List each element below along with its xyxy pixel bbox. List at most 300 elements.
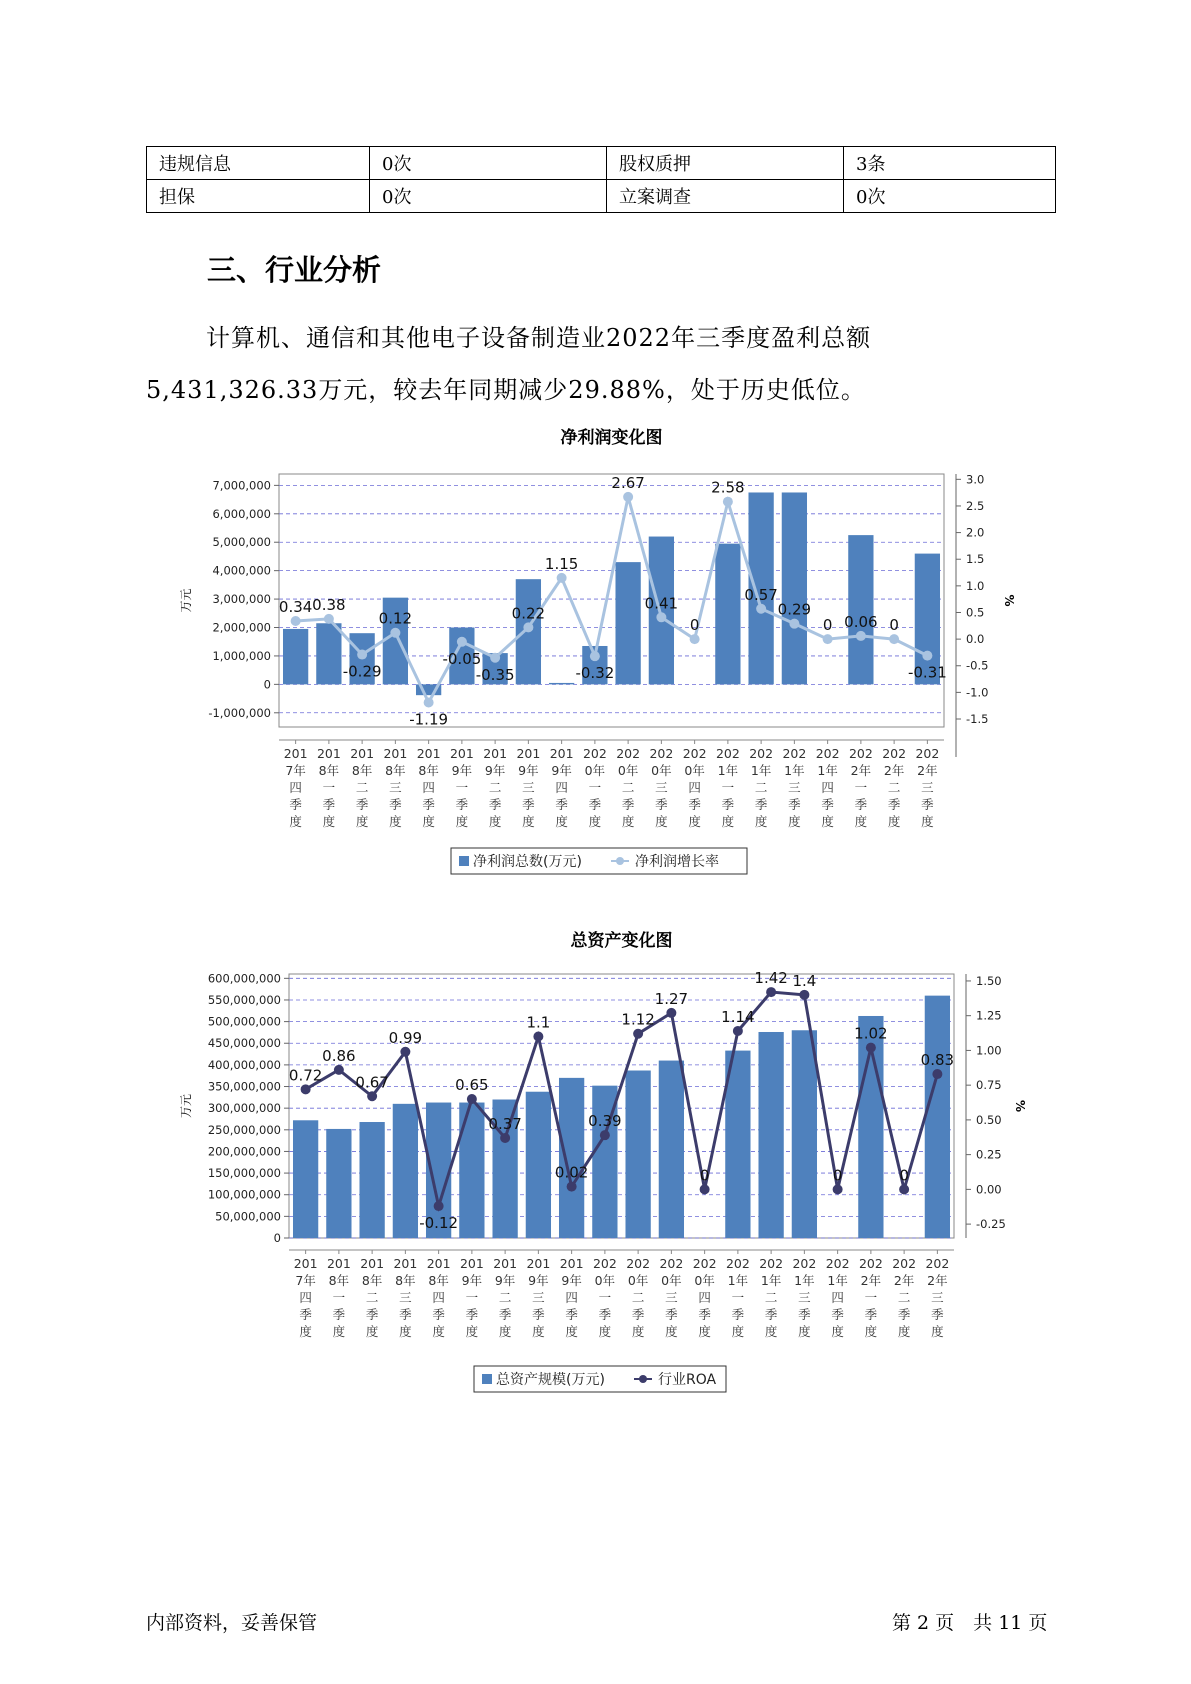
x-tick-label: 一 [854, 780, 868, 795]
line-point [866, 1043, 876, 1053]
data-label: 1.4 [792, 971, 817, 990]
line-point [357, 650, 367, 660]
line-point [690, 634, 700, 644]
x-tick-label: 季 [422, 797, 435, 812]
x-tick-label: 201 [559, 1256, 584, 1271]
y2-tick-label: 0.75 [976, 1078, 1002, 1093]
y-tick-label: -1,000,000 [208, 705, 271, 720]
data-label: 0 [899, 1166, 909, 1185]
body-paragraph: 计算机、通信和其他电子设备制造业2022年三季度盈利总额5,431,326.33万元，较去年同期减少29.88%，处于历史低位。 [146, 324, 872, 404]
x-tick-label: 三 [655, 780, 668, 795]
x-tick-label: 度 [931, 1324, 944, 1339]
x-tick-label: 度 [887, 814, 901, 829]
x-tick-label: 8年 [361, 1273, 383, 1288]
line-point [823, 634, 833, 644]
x-tick-label: 1年 [817, 763, 838, 778]
data-label: 0.83 [920, 1051, 955, 1070]
x-tick-label: 9年 [561, 1273, 582, 1288]
y-tick-label: 100,000,000 [207, 1187, 281, 1202]
y-tick-label: 5,000,000 [212, 535, 271, 550]
y-tick-label: 200,000,000 [207, 1144, 281, 1159]
net-profit-chart [0, 420, 1191, 880]
x-tick-label: 度 [355, 814, 369, 829]
table-cell: 0次 [370, 147, 607, 180]
bar [715, 544, 740, 685]
x-tick-label: 季 [631, 1307, 645, 1322]
total-assets-chart [0, 920, 1191, 1400]
bar [559, 1078, 584, 1238]
x-tick-label: 2年 [893, 1273, 915, 1288]
y-tick-label: 300,000,000 [207, 1101, 281, 1116]
x-tick-label: 202 [882, 746, 907, 761]
x-tick-label: 202 [892, 1256, 917, 1271]
y-tick-label: 6,000,000 [212, 506, 271, 521]
y2-tick-label: 0.50 [976, 1112, 1002, 1127]
x-tick-label: 202 [759, 1256, 784, 1271]
table-row [147, 147, 1056, 180]
x-tick-label: 202 [659, 1256, 684, 1271]
x-tick-label: 度 [721, 814, 735, 829]
x-tick-label: 三 [522, 780, 535, 795]
bar [625, 1071, 650, 1238]
x-tick-label: 201 [516, 746, 541, 761]
x-tick-label: 季 [897, 1307, 911, 1322]
line-point [434, 1201, 444, 1211]
line-point [557, 573, 567, 583]
x-tick-label: 度 [598, 1324, 612, 1339]
x-tick-label: 度 [665, 1324, 678, 1339]
x-tick-label: 202 [682, 746, 707, 761]
x-tick-label: 9年 [484, 763, 506, 778]
x-tick-label: 季 [465, 1307, 479, 1322]
x-tick-label: 2年 [917, 763, 938, 778]
x-tick-label: 四 [289, 780, 302, 795]
line-point [291, 616, 301, 626]
line-point [523, 622, 533, 632]
x-tick-label: 季 [887, 797, 901, 812]
x-tick-label: 度 [754, 814, 768, 829]
y-tick-label: 400,000,000 [207, 1057, 281, 1072]
bar [326, 1129, 351, 1238]
x-tick-label: 2年 [850, 763, 872, 778]
data-label: 1.02 [854, 1024, 888, 1043]
x-tick-label: 202 [616, 746, 641, 761]
x-tick-label: 9年 [461, 1273, 483, 1288]
x-tick-label: 201 [449, 746, 474, 761]
line-point [301, 1084, 311, 1094]
y2-tick-label: 1.0 [966, 578, 985, 593]
data-label: 0.34 [278, 598, 313, 617]
x-tick-label: 一 [731, 1290, 745, 1305]
line-point [324, 614, 334, 624]
data-label: 2.67 [611, 473, 645, 492]
line-point [590, 651, 600, 661]
data-label: 0 [832, 1166, 843, 1185]
x-tick-label: 一 [332, 1290, 346, 1305]
x-tick-label: 202 [749, 746, 774, 761]
y2-tick-label: 0.00 [976, 1182, 1002, 1197]
bar [549, 683, 574, 684]
y2-tick-label: 2.5 [966, 498, 985, 513]
x-tick-label: 四 [688, 780, 701, 795]
x-tick-label: 三 [532, 1290, 545, 1305]
x-tick-label: 季 [688, 797, 701, 812]
x-tick-label: 9年 [551, 763, 572, 778]
x-tick-label: 202 [725, 1256, 750, 1271]
legend-label: 总资产规模(万元) [496, 1372, 605, 1388]
x-tick-label: 度 [365, 1324, 379, 1339]
x-tick-label: 度 [788, 814, 801, 829]
data-label: -0.35 [475, 665, 515, 684]
bar [393, 1104, 418, 1238]
y2-tick-label: -0.5 [966, 658, 989, 673]
data-label: 0.86 [322, 1046, 356, 1065]
x-tick-label: 一 [598, 1290, 612, 1305]
x-tick-label: 202 [792, 1256, 817, 1271]
table-cell: 股权质押 [607, 147, 844, 180]
table-cell: 3条 [844, 147, 1056, 180]
chart-title: 净利润变化图 [560, 428, 663, 448]
x-tick-label: 202 [626, 1256, 651, 1271]
x-tick-label: 度 [299, 1324, 312, 1339]
legend-label: 行业ROA [658, 1372, 717, 1388]
x-tick-label: 季 [355, 797, 369, 812]
bar [316, 623, 341, 684]
x-tick-label: 季 [455, 797, 469, 812]
x-tick-label: 度 [289, 814, 302, 829]
x-tick-label: 201 [393, 1256, 418, 1271]
data-label: -0.29 [342, 662, 382, 681]
x-tick-label: 度 [698, 1324, 711, 1339]
x-tick-label: 201 [326, 1256, 351, 1271]
x-tick-label: 9年 [528, 1273, 549, 1288]
line-point [334, 1065, 344, 1075]
x-tick-label: 季 [798, 1307, 811, 1322]
x-tick-label: 一 [465, 1290, 479, 1305]
bar [925, 996, 950, 1238]
x-tick-label: 0年 [617, 763, 639, 778]
y-tick-label: 1,000,000 [212, 648, 271, 663]
bar [848, 535, 873, 684]
x-tick-label: 2年 [860, 1273, 882, 1288]
x-tick-label: 度 [488, 814, 502, 829]
x-tick-label: 季 [821, 797, 834, 812]
bar [792, 1030, 817, 1238]
line-point [723, 497, 733, 507]
line-point [600, 1130, 610, 1140]
section-title: 三、行业分析 [207, 253, 382, 287]
x-tick-label: 2年 [883, 763, 905, 778]
x-tick-label: 季 [931, 1307, 944, 1322]
x-tick-label: 202 [925, 1256, 950, 1271]
y-tick-label: 150,000,000 [207, 1166, 281, 1181]
line-point [666, 1008, 676, 1018]
legend-label: 净利润总数(万元) [473, 854, 582, 870]
x-tick-label: 8年 [395, 1273, 416, 1288]
table-cell: 0次 [370, 180, 607, 213]
x-tick-label: 度 [731, 1324, 745, 1339]
x-tick-label: 202 [915, 746, 940, 761]
x-tick-label: 202 [825, 1256, 850, 1271]
info-table [146, 146, 1056, 213]
legend-bar-swatch [482, 1374, 492, 1384]
x-tick-label: 201 [549, 746, 574, 761]
y-tick-label: 2,000,000 [212, 620, 271, 635]
footer-confidential: 内部资料，妥善保管 [146, 1612, 318, 1634]
x-tick-label: 8年 [418, 763, 439, 778]
x-tick-label: 三 [921, 780, 934, 795]
line-point [367, 1091, 377, 1101]
x-tick-label: 201 [426, 1256, 451, 1271]
x-tick-label: 二 [887, 780, 901, 795]
y2-tick-label: 0.25 [976, 1147, 1002, 1162]
y-axis-title: 万元 [179, 588, 193, 613]
x-tick-label: 202 [582, 746, 607, 761]
x-tick-label: 1年 [827, 1273, 848, 1288]
x-tick-label: 一 [455, 780, 469, 795]
x-tick-label: 度 [688, 814, 701, 829]
line-point [766, 987, 776, 997]
x-tick-label: 度 [389, 814, 402, 829]
x-tick-label: 季 [399, 1307, 412, 1322]
y2-tick-label: 1.5 [966, 552, 985, 567]
data-label: 0.39 [588, 1112, 622, 1131]
x-tick-label: 季 [698, 1307, 711, 1322]
line-point [700, 1184, 710, 1194]
x-tick-label: 四 [555, 780, 568, 795]
x-tick-label: 度 [522, 814, 535, 829]
data-label: 0.29 [777, 600, 812, 619]
x-tick-label: 9年 [518, 763, 539, 778]
x-tick-label: 202 [649, 746, 674, 761]
line-point [633, 1029, 643, 1039]
y-tick-label: 0 [263, 677, 271, 692]
x-tick-label: 二 [754, 780, 768, 795]
x-tick-label: 季 [831, 1307, 844, 1322]
x-tick-label: 季 [522, 797, 535, 812]
x-tick-label: 201 [283, 746, 308, 761]
x-tick-label: 季 [655, 797, 668, 812]
data-label: 0 [689, 616, 700, 635]
y2-tick-label: -1.0 [966, 685, 989, 700]
x-tick-label: 度 [764, 1324, 778, 1339]
x-tick-label: 度 [565, 1324, 578, 1339]
x-tick-label: 三 [798, 1290, 811, 1305]
x-tick-label: 季 [332, 1307, 346, 1322]
bar [359, 1122, 384, 1238]
data-label: 0.06 [844, 612, 878, 631]
x-tick-label: 季 [532, 1307, 545, 1322]
x-tick-label: 一 [322, 780, 336, 795]
data-label: -0.12 [419, 1214, 459, 1233]
plot-frame [279, 474, 944, 727]
x-tick-label: 四 [565, 1290, 578, 1305]
x-tick-label: 0年 [594, 1273, 616, 1288]
y-axis-title: 万元 [179, 1093, 193, 1119]
x-tick-label: 202 [692, 1256, 717, 1271]
data-label: 0.67 [355, 1073, 389, 1092]
x-tick-label: 季 [754, 797, 768, 812]
footer-page-number: 第 2 页 共 11 页 [892, 1612, 1048, 1634]
x-tick-label: 201 [416, 746, 441, 761]
x-tick-label: 季 [322, 797, 336, 812]
data-label: 0.37 [488, 1114, 522, 1133]
x-tick-label: 季 [598, 1307, 612, 1322]
x-tick-label: 0年 [661, 1273, 682, 1288]
line-point [533, 1032, 543, 1042]
x-tick-label: 三 [389, 780, 402, 795]
x-tick-label: 季 [621, 797, 635, 812]
x-tick-label: 二 [631, 1290, 645, 1305]
x-tick-label: 季 [854, 797, 868, 812]
y-tick-label: 4,000,000 [212, 563, 271, 578]
data-label: 1.14 [721, 1007, 755, 1026]
y2-tick-label: 2.0 [966, 525, 985, 540]
data-label: -0.31 [907, 663, 947, 682]
x-tick-label: 202 [782, 746, 807, 761]
x-tick-label: 8年 [318, 763, 340, 778]
x-tick-label: 0年 [584, 763, 606, 778]
y-tick-label: 0 [273, 1231, 281, 1245]
x-tick-label: 202 [815, 746, 840, 761]
y2-tick-label: 1.50 [976, 973, 1002, 988]
x-tick-label: 二 [365, 1290, 379, 1305]
legend-line-swatch [639, 1375, 647, 1383]
x-tick-label: 二 [897, 1290, 911, 1305]
data-label: 0.12 [378, 609, 413, 628]
x-tick-label: 二 [488, 780, 502, 795]
x-tick-label: 202 [715, 746, 740, 761]
x-tick-label: 9年 [451, 763, 473, 778]
x-tick-label: 二 [355, 780, 369, 795]
x-tick-label: 度 [498, 1324, 512, 1339]
x-tick-label: 202 [592, 1256, 617, 1271]
y2-tick-label: 1.25 [976, 1008, 1002, 1023]
data-label: 1.27 [654, 989, 689, 1008]
x-tick-label: 度 [798, 1324, 811, 1339]
x-tick-label: 0年 [627, 1273, 649, 1288]
y-tick-label: 3,000,000 [212, 592, 271, 607]
x-tick-label: 7年 [295, 1273, 316, 1288]
line-point [656, 612, 666, 622]
x-tick-label: 度 [655, 814, 668, 829]
x-tick-label: 一 [588, 780, 602, 795]
line-point [424, 697, 434, 707]
line-point [856, 631, 866, 641]
x-tick-label: 8年 [351, 763, 373, 778]
bar [283, 629, 308, 684]
x-tick-label: 201 [483, 746, 508, 761]
x-tick-label: 8年 [328, 1273, 350, 1288]
legend-bar-swatch [459, 856, 469, 866]
bar [615, 562, 640, 684]
y-tick-label: 550,000,000 [207, 992, 281, 1007]
y2-tick-label: 3.0 [966, 472, 985, 487]
x-tick-label: 二 [498, 1290, 512, 1305]
data-label: 0 [889, 616, 899, 635]
x-tick-label: 度 [631, 1324, 645, 1339]
data-label: 0 [822, 616, 833, 635]
line-point [789, 619, 799, 629]
line-point [490, 653, 500, 663]
line-point [457, 637, 467, 647]
x-tick-label: 7年 [285, 763, 306, 778]
x-tick-label: 季 [389, 797, 402, 812]
x-tick-label: 201 [383, 746, 408, 761]
y2-tick-label: 0.0 [966, 632, 985, 647]
x-tick-label: 四 [831, 1290, 844, 1305]
x-tick-label: 度 [432, 1324, 445, 1339]
x-tick-label: 季 [588, 797, 602, 812]
x-tick-label: 季 [488, 797, 502, 812]
line-point [623, 492, 633, 502]
x-tick-label: 四 [432, 1290, 445, 1305]
data-label: 0.72 [288, 1066, 323, 1085]
y-tick-label: 450,000,000 [207, 1036, 281, 1051]
x-tick-label: 1年 [717, 763, 739, 778]
x-tick-label: 度 [555, 814, 568, 829]
x-tick-label: 度 [332, 1324, 346, 1339]
x-tick-label: 8年 [428, 1273, 449, 1288]
data-label: 0.22 [511, 604, 546, 623]
x-tick-label: 季 [721, 797, 735, 812]
x-tick-label: 四 [299, 1290, 312, 1305]
x-tick-label: 201 [293, 1256, 318, 1271]
line-point [390, 628, 400, 638]
table-cell: 立案调查 [607, 180, 844, 213]
x-tick-label: 二 [621, 780, 635, 795]
data-label: -1.19 [409, 710, 449, 729]
x-tick-label: 8年 [385, 763, 406, 778]
x-tick-label: 201 [360, 1256, 385, 1271]
x-tick-label: 季 [921, 797, 934, 812]
x-tick-label: 1年 [727, 1273, 749, 1288]
line-point [833, 1184, 843, 1194]
data-label: 0 [699, 1166, 710, 1185]
line-point [567, 1182, 577, 1192]
x-tick-label: 度 [621, 814, 635, 829]
line-point [400, 1047, 410, 1057]
line-point [899, 1184, 909, 1194]
x-tick-label: 三 [931, 1290, 944, 1305]
data-label: 0.41 [644, 594, 679, 613]
x-tick-label: 201 [526, 1256, 551, 1271]
x-tick-label: 度 [864, 1324, 878, 1339]
x-tick-label: 0年 [694, 1273, 715, 1288]
x-tick-label: 季 [498, 1307, 512, 1322]
x-tick-label: 季 [788, 797, 801, 812]
x-tick-label: 1年 [794, 1273, 815, 1288]
x-tick-label: 9年 [494, 1273, 516, 1288]
x-tick-label: 度 [854, 814, 868, 829]
data-label: 0.02 [554, 1163, 589, 1182]
data-label: 1.42 [754, 969, 788, 988]
x-tick-label: 季 [365, 1307, 379, 1322]
x-tick-label: 四 [821, 780, 834, 795]
x-tick-label: 度 [422, 814, 435, 829]
data-label: 0.65 [455, 1076, 489, 1095]
y-tick-label: 600,000,000 [207, 971, 281, 986]
data-label: 1.12 [621, 1010, 655, 1029]
x-tick-label: 201 [350, 746, 375, 761]
x-tick-label: 度 [455, 814, 469, 829]
x-tick-label: 季 [565, 1307, 578, 1322]
x-tick-label: 0年 [684, 763, 705, 778]
line-point [733, 1026, 743, 1036]
x-tick-label: 度 [588, 814, 602, 829]
legend-label: 净利润增长率 [635, 854, 719, 870]
y-tick-label: 350,000,000 [207, 1079, 281, 1094]
